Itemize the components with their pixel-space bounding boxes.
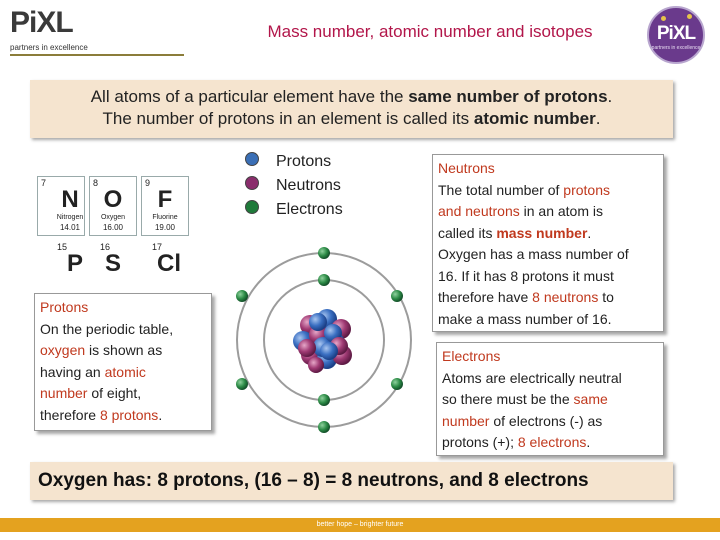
element-mass: 19.00: [154, 223, 176, 232]
protons-info-box: [34, 293, 212, 431]
atomic-number: 15: [57, 242, 68, 252]
box-text: make a mass number of 16.: [438, 310, 612, 327]
box-text: Oxygen has a mass number of: [438, 246, 629, 262]
element-cell-nitrogen: [37, 176, 85, 236]
electron: [391, 378, 403, 390]
summary-banner: Oxygen has: 8 protons, (16 – 8) = 8 neutrons, and 8 electrons: [30, 462, 673, 500]
atomic-number: 7: [41, 178, 47, 188]
electron: [236, 378, 248, 390]
neutrons-heading: Neutrons: [438, 160, 495, 176]
logo-tagline: partners in excellence: [651, 45, 701, 51]
highlight-text: 8 protons: [99, 406, 159, 423]
box-text: The total number of: [438, 181, 564, 198]
nucleus: [293, 309, 352, 373]
highlight-text: mass number: [496, 224, 588, 241]
highlight-text: 8 neutrons: [532, 289, 599, 305]
intro-text: .: [595, 109, 601, 128]
legend-label-electrons: Electrons: [276, 201, 343, 218]
atomic-number: 8: [93, 178, 99, 188]
electron: [236, 290, 248, 302]
box-text: of eight,: [87, 385, 142, 401]
pixl-logo-right: [647, 6, 705, 64]
element-symbol: S: [105, 250, 122, 277]
neutron: [298, 339, 316, 357]
box-text: Atoms are electrically neutral: [442, 369, 622, 386]
protons-heading: Protons: [40, 299, 89, 315]
logo-dot: [661, 16, 666, 21]
logo-word: PiXL: [10, 6, 73, 39]
legend-label-protons: Protons: [276, 153, 332, 170]
proton: [320, 342, 338, 360]
highlight-text: 8 electrons: [517, 434, 587, 450]
box-text: 16. If it has 8 protons it must: [438, 267, 614, 284]
highlight-text: number: [40, 385, 88, 401]
box-text: .: [586, 434, 591, 450]
box-text: in an atom is: [519, 203, 603, 219]
box-text: is shown as: [85, 342, 163, 358]
footer-tagline: better hope – brighter future: [316, 521, 404, 528]
atomic-number: 16: [100, 242, 111, 252]
box-text: On the periodic table,: [40, 320, 174, 337]
box-text: of electrons (-) as: [489, 412, 603, 429]
intro-text: .: [607, 87, 613, 106]
highlight-text: protons: [563, 181, 610, 198]
highlight-text: and neutrons: [438, 203, 520, 219]
box-text: therefore: [40, 406, 100, 423]
highlight-text: atomic: [104, 363, 146, 380]
box-text: .: [158, 406, 163, 423]
element-symbol: F: [157, 186, 173, 213]
electron: [318, 394, 330, 406]
neutron: [308, 357, 324, 373]
electron: [318, 274, 330, 286]
box-text: .: [587, 224, 592, 241]
intro-text: The number of protons in an element is called its: [102, 109, 474, 128]
element-name: Oxygen: [100, 214, 126, 221]
logo-word: PiXL: [656, 23, 696, 44]
proton-legend-dot: [245, 152, 259, 166]
intro-text: All atoms of a particular element have the: [90, 87, 409, 106]
highlight-text: number: [442, 412, 490, 429]
box-text: having an: [40, 363, 105, 380]
box-text: protons (+);: [442, 434, 518, 450]
element-mass: 14.01: [59, 223, 81, 232]
periodic-table-snippet: [41, 176, 181, 277]
box-text: to: [598, 289, 614, 305]
element-symbol: O: [103, 186, 123, 213]
logo-tagline: partners in excellence: [10, 43, 88, 52]
element-cell-oxygen: [89, 176, 137, 236]
neutron-legend-dot: [245, 176, 259, 190]
logo-dot: [687, 14, 692, 19]
element-symbol: P: [67, 250, 84, 277]
highlight-text: same: [573, 391, 608, 407]
electron: [318, 247, 330, 259]
element-name: Fluorine: [152, 214, 178, 221]
highlight-text: oxygen: [40, 342, 86, 358]
legend-label-neutrons: Neutrons: [276, 177, 341, 194]
pixl-logo-left: [8, 6, 188, 56]
element-symbol: Cl: [157, 250, 181, 277]
box-text: called its: [438, 224, 497, 241]
element-cell-fluorine: [141, 176, 189, 236]
proton: [309, 313, 327, 331]
intro-banner: [30, 80, 673, 138]
intro-bold: same number of protons: [408, 87, 608, 106]
box-text: so there must be the: [442, 391, 574, 407]
electrons-info-box: [436, 342, 664, 456]
electrons-heading: Electrons: [442, 348, 501, 364]
electron: [318, 421, 330, 433]
oxygen-atom-diagram: [215, 225, 435, 455]
element-mass: 16.00: [102, 223, 124, 232]
atomic-number: 17: [152, 242, 163, 252]
page-title: Mass number, atomic number and isotopes: [267, 22, 593, 41]
electron: [391, 290, 403, 302]
intro-bold: atomic number: [473, 109, 596, 128]
header-rule: [10, 54, 184, 56]
neutrons-info-box: [432, 154, 664, 332]
box-text: therefore have: [438, 289, 533, 305]
atomic-number: 9: [145, 178, 151, 188]
element-symbol: N: [61, 186, 79, 213]
electron-legend-dot: [245, 200, 259, 214]
element-name: Nitrogen: [56, 214, 84, 221]
